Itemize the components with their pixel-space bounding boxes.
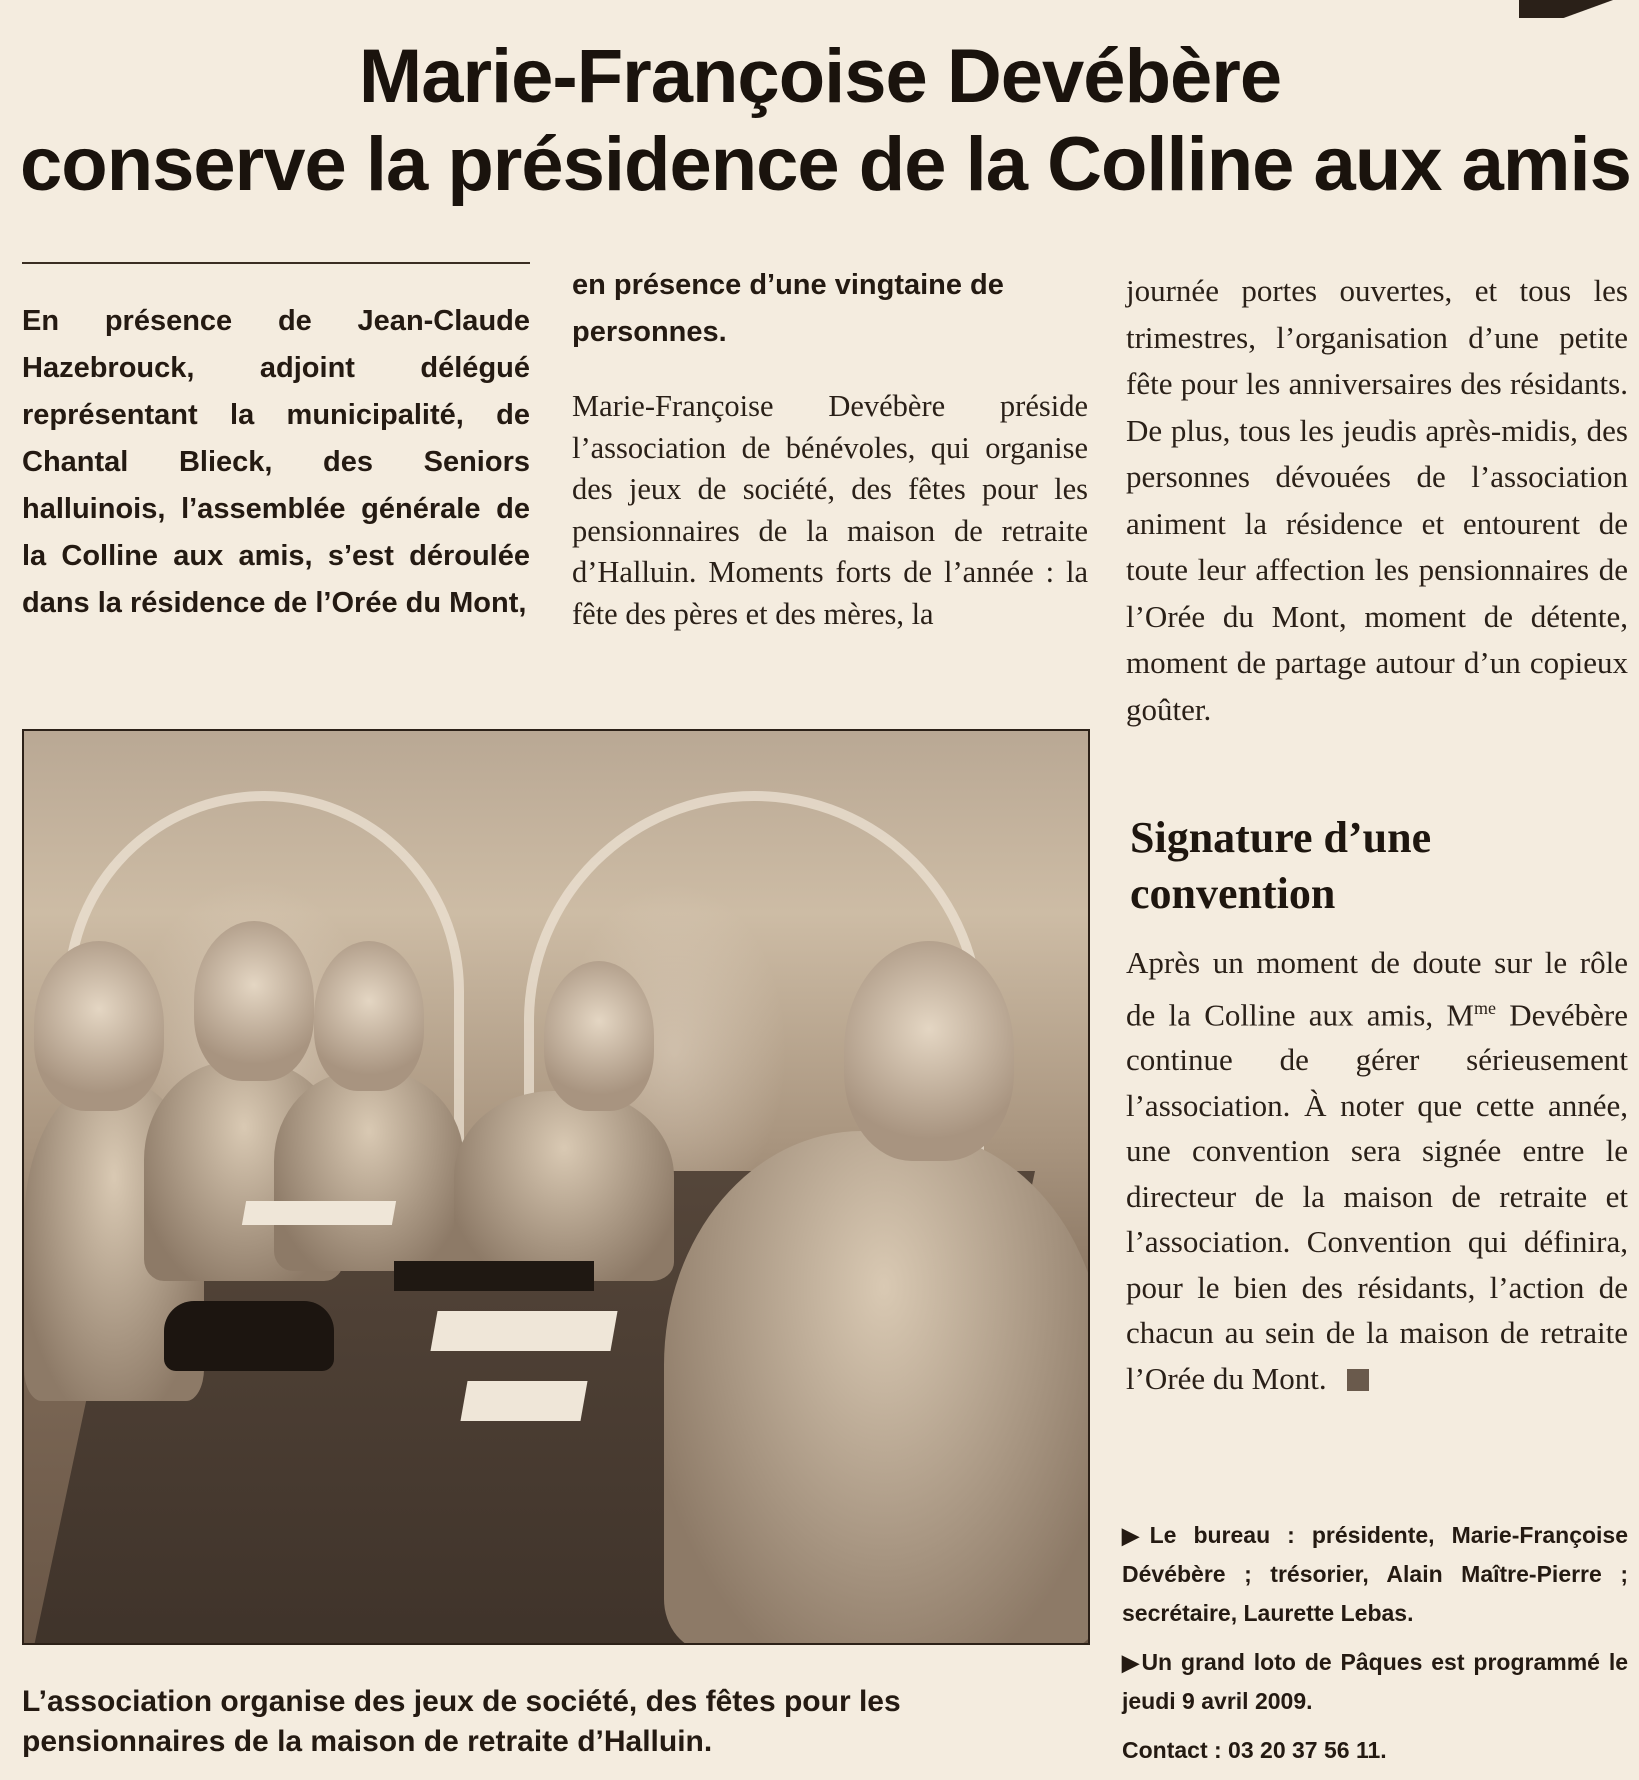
photo-folder [394, 1261, 594, 1291]
lead-continuation: en présence d’une vingtaine de personnes. [572, 269, 1004, 348]
photo-person-head [314, 941, 424, 1091]
photo-paper [460, 1381, 587, 1421]
photo-person-head [844, 941, 1014, 1161]
headline-line-2: conserve la présidence de la Colline aux amis [20, 122, 1631, 207]
body-paragraph-1: Marie-Françoise Devébère préside l’association de bénévoles, qui organise des jeux de société, des fêtes pour les pensionnaires de la maison de retraite d’Halluin. Moments forts de l’année : la fête des pères et des mères, la [572, 389, 1088, 631]
lead-divider [22, 262, 530, 264]
bullet-arrow-icon: ▶ [1122, 1523, 1150, 1548]
photo-caption: L’association organise des jeux de société, des fêtes pour les pensionnaires de la maison de retraite d’Halluin. [22, 1685, 901, 1758]
photo-handbag [164, 1301, 334, 1371]
note-loto-text: Un grand loto de Pâques est programmé le jeudi 9 avril 2009. [1122, 1649, 1629, 1714]
bullet-arrow-icon: ▶ [1122, 1650, 1142, 1675]
photo-paper [242, 1201, 396, 1225]
note-contact-text: Contact : 03 20 37 56 11. [1122, 1737, 1387, 1763]
title-abbrev-superscript: me [1473, 997, 1496, 1018]
lead-paragraph: En présence de Jean-Claude Hazebrouck, adjoint délégué représentant la municipalité, de Chantal Blieck, des Seniors halluinois, l’assemblée générale de la Colline aux amis, s’est déroulée dans la résidence de l’Orée du Mont, [22, 305, 530, 619]
note-contact [1122, 1731, 1628, 1770]
body-paragraph-2-end: Devébère continue de gérer sérieusement l’association. À noter que cette année, une convention sera signée entre le directeur de la maison de retraite et l’association. Convention qui définira, pour le bien des résidants, l’action de chacun au sein de la maison de retraite l’Orée du Mont. [1126, 996, 1629, 1396]
photo-person-body [274, 1071, 464, 1271]
article-photo [22, 729, 1090, 1645]
headline-line-1: Marie-Françoise Devébère [358, 34, 1282, 119]
photo-person-head [194, 921, 314, 1081]
photo-person-body [454, 1091, 674, 1281]
corner-mark [1519, 0, 1639, 18]
photo-person-head [34, 941, 164, 1111]
info-notes [1122, 1516, 1628, 1780]
body-paragraph-1-continued: journée portes ouvertes, et tous les trimestres, l’organisation d’une petite fête pour les anniversaires des résidants. De plus, tous les jeudis après-midis, des personnes dévouées de l’association animent la résidence et entourent de toute leur affection les pensionnaires de l’Orée du Mont, moment de détente, moment de partage autour d’un copieux goûter. [1126, 273, 1628, 727]
section-subheading: Signature d’une convention [1130, 813, 1432, 918]
body-paragraph-2-start: Après un moment de doute sur le rôle de la Colline aux amis, M [1126, 945, 1628, 1032]
note-loto [1122, 1643, 1628, 1721]
note-bureau-text: Le bureau : présidente, Marie-Françoise Dévébère ; trésorier, Alain Maître-Pierre ; secrétaire, Laurette Lebas. [1122, 1522, 1629, 1626]
photo-person-body [664, 1131, 1090, 1645]
body-paragraph-2 [1126, 940, 1628, 1401]
end-of-article-mark [1347, 1369, 1369, 1391]
photo-paper [430, 1311, 617, 1351]
photo-person-head [544, 961, 654, 1111]
note-bureau [1122, 1516, 1628, 1633]
